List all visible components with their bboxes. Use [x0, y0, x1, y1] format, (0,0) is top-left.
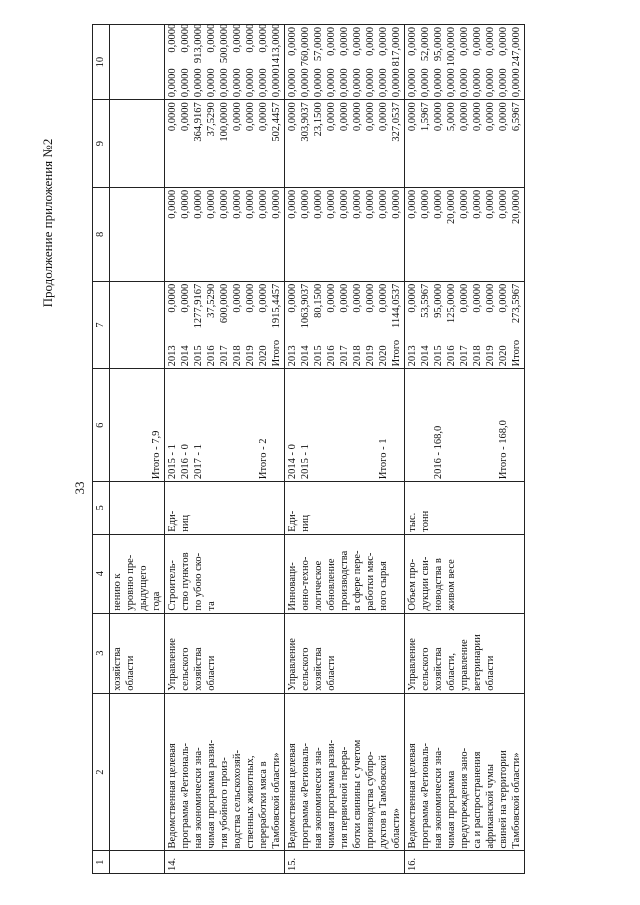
local-funding: 0,0000 0,0000 0,0000 0,0000 0,0000 0,0000 0,0000 0,0000 0,0000	[287, 68, 402, 98]
col-header: 2	[93, 693, 110, 851]
local-and-extrabudget	[285, 25, 405, 100]
program-name: Ведомственная целевая программа «Региональ- ная экономически зна- чимая программа разви- тия убойного произ- водства сельскохозяй- ственных животных, переработки мяса в Тамбовской области»	[165, 693, 285, 851]
target-values: 2016 - 168,0 Итого - 168,0	[405, 369, 525, 482]
program-table	[92, 24, 525, 874]
local-funding: 0,0000 0,0000 0,0000 0,0000 0,0000 0,0000 0,0000 0,0000 0,0000	[167, 68, 282, 98]
extrabudget-funding: 0,0000 0,0000 913,0000 0,0000 500,0000 0,0000 0,0000 0,0000 1413,0000	[167, 23, 282, 69]
continuation-title: Продолжение приложения №2	[40, 138, 55, 308]
total-funding: 0,0000 0,0000 1277,9167 37,5290 600,0000 0,0000 0,0000 0,0000 1915,4457	[167, 283, 282, 329]
total-funding: 0,0000 53,5967 95,0000 125,0000 0,0000 0,0000 0,0000 0,0000 273,5967	[407, 283, 522, 324]
row-number: 15.	[285, 851, 405, 874]
indicator: Строитель- ство пунктов по убою ско- та	[165, 534, 285, 613]
row-number: 16.	[405, 851, 525, 874]
target-values: 2015 - 1 2016 - 0 2017 - 1 Итого - 2	[165, 369, 285, 482]
program-name: Ведомственная целевая программа «Региональ- ная экономически зна- чимая программа разви- тия первичной перера- ботки свинины с учетом производства субпро- дуктов в Тамбовской области»	[285, 693, 405, 851]
table-row	[285, 25, 405, 874]
federal-funding: 0,0000 0,0000 0,0000 20,0000 0,0000 0,0000 0,0000 0,0000 20,0000	[405, 187, 525, 281]
extrabudget-funding: 0,0000 760,0000 57,0000 0,0000 0,0000 0,0000 0,0000 0,0000 817,0000	[287, 27, 402, 67]
years: 2013 2014 2015 2016 2017 2018 2019 2020 Итого	[167, 339, 282, 367]
table-row	[405, 25, 525, 874]
local-and-extrabudget	[405, 25, 525, 100]
col-header: 1	[93, 851, 110, 874]
target-values: 2014 - 0 2015 - 1 Итого - 1	[285, 369, 405, 482]
col-header: 10	[93, 25, 110, 100]
col-header: 5	[93, 482, 110, 535]
continued-row	[110, 25, 165, 874]
col-header: 8	[93, 187, 110, 281]
executor: Управление сельского хозяйства области	[165, 613, 285, 693]
local-funding: 0,0000 0,0000 0,0000 0,0000 0,0000 0,0000 0,0000 0,0000 0,0000	[407, 68, 522, 98]
header-row	[93, 25, 110, 874]
indicator: Инноваци- онно-техно- логическое обновление производства в сфере пере- работки мяс- ного сырья	[285, 534, 405, 613]
col-header: 9	[93, 100, 110, 188]
regional-funding: 0,0000 303,9037 23,1500 0,0000 0,0000 0,0000 0,0000 0,0000 327,0537	[285, 100, 405, 188]
years-and-total	[165, 281, 285, 369]
years-and-total	[285, 281, 405, 369]
extrabudget-funding: 0,0000 52,0000 95,0000 100,0000 0,0000 0,0000 0,0000 0,0000 247,0000	[407, 27, 522, 67]
indicator: Объем про- дукции сви- новодства в живом весе	[405, 534, 525, 613]
years: 2013 2014 2015 2016 2017 2018 2019 2020 Итого	[287, 339, 402, 367]
col-header: 6	[93, 369, 110, 482]
years-and-total	[405, 281, 525, 369]
regional-funding: 0,0000 0,0000 364,9167 37,5290 100,0000 0,0000 0,0000 0,0000 502,4457	[165, 100, 285, 188]
total-funding: 0,0000 1063,9037 80,1500 0,0000 0,0000 0,0000 0,0000 0,0000 1144,0537	[287, 283, 402, 329]
unit: Еди- ниц	[285, 482, 405, 535]
indicator-cont: нению к уровню пре- дыдущего года	[110, 534, 165, 613]
executor-cont: хозяйства области	[110, 613, 165, 693]
federal-funding: 0,0000 0,0000 0,0000 0,0000 0,0000 0,0000 0,0000 0,0000 0,0000	[285, 187, 405, 281]
col-header: 4	[93, 534, 110, 613]
page-number: 33	[72, 481, 87, 495]
federal-funding: 0,0000 0,0000 0,0000 0,0000 0,0000 0,0000 0,0000 0,0000 0,0000	[165, 187, 285, 281]
unit: тыс. тонн	[405, 482, 525, 535]
local-and-extrabudget	[165, 25, 285, 100]
row-number: 14.	[165, 851, 285, 874]
program-name: Ведомственная целевая программа «Региональ- ная экономически зна- чимая программа предупреждения зано- са и распространения африканской чумы свиней на территории Тамбовской области»	[405, 693, 525, 851]
executor: Управление сельского хозяйства области, управление ветеринарии области	[405, 613, 525, 693]
executor: Управление сельского хозяйства области	[285, 613, 405, 693]
target-cont: Итого - 7,9	[110, 369, 165, 482]
regional-funding: 0,0000 1,5967 0,0000 5,0000 0,0000 0,0000 0,0000 0,0000 6,5967	[405, 100, 525, 188]
col-header: 7	[93, 281, 110, 369]
table-row	[165, 25, 285, 874]
col-header: 3	[93, 613, 110, 693]
rotated-table-area	[92, 24, 562, 874]
years: 2013 2014 2015 2016 2017 2018 2019 2020 Итого	[407, 339, 522, 367]
unit: Еди- ниц	[165, 482, 285, 535]
